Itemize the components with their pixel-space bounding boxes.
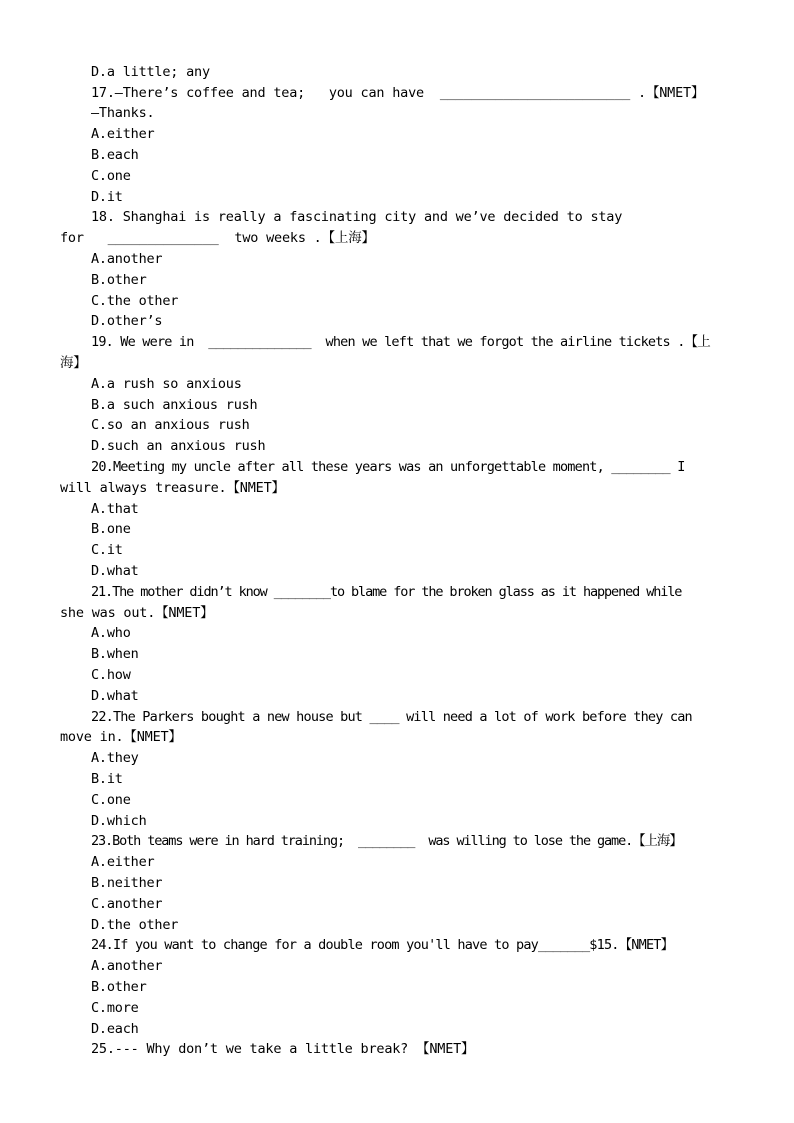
option-20-b: B.one — [91, 521, 131, 537]
option-19-a: A.a rush so anxious — [91, 376, 242, 392]
question-20-line-1: 20.Meeting my uncle after all these years was an unforgettable moment, ________ I — [91, 459, 685, 475]
option-18-a: A.another — [91, 251, 163, 267]
option-23-c: C.another — [91, 896, 163, 912]
option-18-b: B.other — [91, 272, 147, 288]
option-22-b: B.it — [91, 771, 123, 787]
option-17-c: C.one — [91, 168, 131, 184]
option-17-d: D.it — [91, 189, 123, 205]
option-22-c: C.one — [91, 792, 131, 808]
option-23-d: D.the other — [91, 917, 179, 933]
option-21-d: D.what — [91, 688, 139, 704]
option-18-c: C.the other — [91, 293, 179, 309]
option-23-a: A.either — [91, 854, 155, 870]
option-20-a: A.that — [91, 501, 139, 517]
question-18-line-2: for ______________ two weeks .【上海】 — [60, 230, 375, 246]
option-24-d: D.each — [91, 1021, 139, 1037]
option-23-b: B.neither — [91, 875, 163, 891]
option-24-b: B.other — [91, 979, 147, 995]
question-20-line-2: will always treasure.【NMET】 — [60, 480, 285, 496]
option-16-d: D.a little; any — [91, 64, 210, 80]
question-23: 23.Both teams were in hard training; ________ was willing to lose the game.【上海】 — [91, 833, 682, 849]
option-22-a: A.they — [91, 750, 139, 766]
question-19-line-1: 19. We were in ______________ when we left that we forgot the airline tickets .【上 — [91, 334, 710, 350]
option-18-d: D.other’s — [91, 313, 163, 329]
question-18-line-1: 18. Shanghai is really a fascinating city and we’ve decided to stay — [91, 209, 623, 225]
option-22-d: D.which — [91, 813, 147, 829]
option-21-c: C.how — [91, 667, 131, 683]
question-22-line-1: 22.The Parkers bought a new house but ____ will need a lot of work before they can — [91, 709, 692, 725]
question-17: 17.—There’s coffee and tea; you can have ________________________ .【NMET】 — [91, 85, 705, 101]
option-21-a: A.who — [91, 625, 131, 641]
question-21-line-2: she was out.【NMET】 — [60, 605, 214, 621]
option-21-b: B.when — [91, 646, 139, 662]
option-19-b: B.a such anxious rush — [91, 397, 258, 413]
option-17-b: B.each — [91, 147, 139, 163]
option-17-a: A.either — [91, 126, 155, 142]
option-19-c: C.so an anxious rush — [91, 417, 250, 433]
option-20-c: C.it — [91, 542, 123, 558]
question-19-line-2: 海】 — [60, 355, 87, 371]
option-19-d: D.such an anxious rush — [91, 438, 266, 454]
question-22-line-2: move in.【NMET】 — [60, 729, 182, 745]
question-21-line-1: 21.The mother didn’t know ________to blame for the broken glass as it happened while — [91, 584, 682, 600]
question-25: 25.--- Why don’t we take a little break? 【NMET】 — [91, 1041, 475, 1057]
question-17-response: —Thanks. — [91, 105, 155, 121]
option-24-c: C.more — [91, 1000, 139, 1016]
option-20-d: D.what — [91, 563, 139, 579]
option-24-a: A.another — [91, 958, 163, 974]
question-24: 24.If you want to change for a double room you'll have to pay_______$15.【NMET】 — [91, 937, 674, 953]
